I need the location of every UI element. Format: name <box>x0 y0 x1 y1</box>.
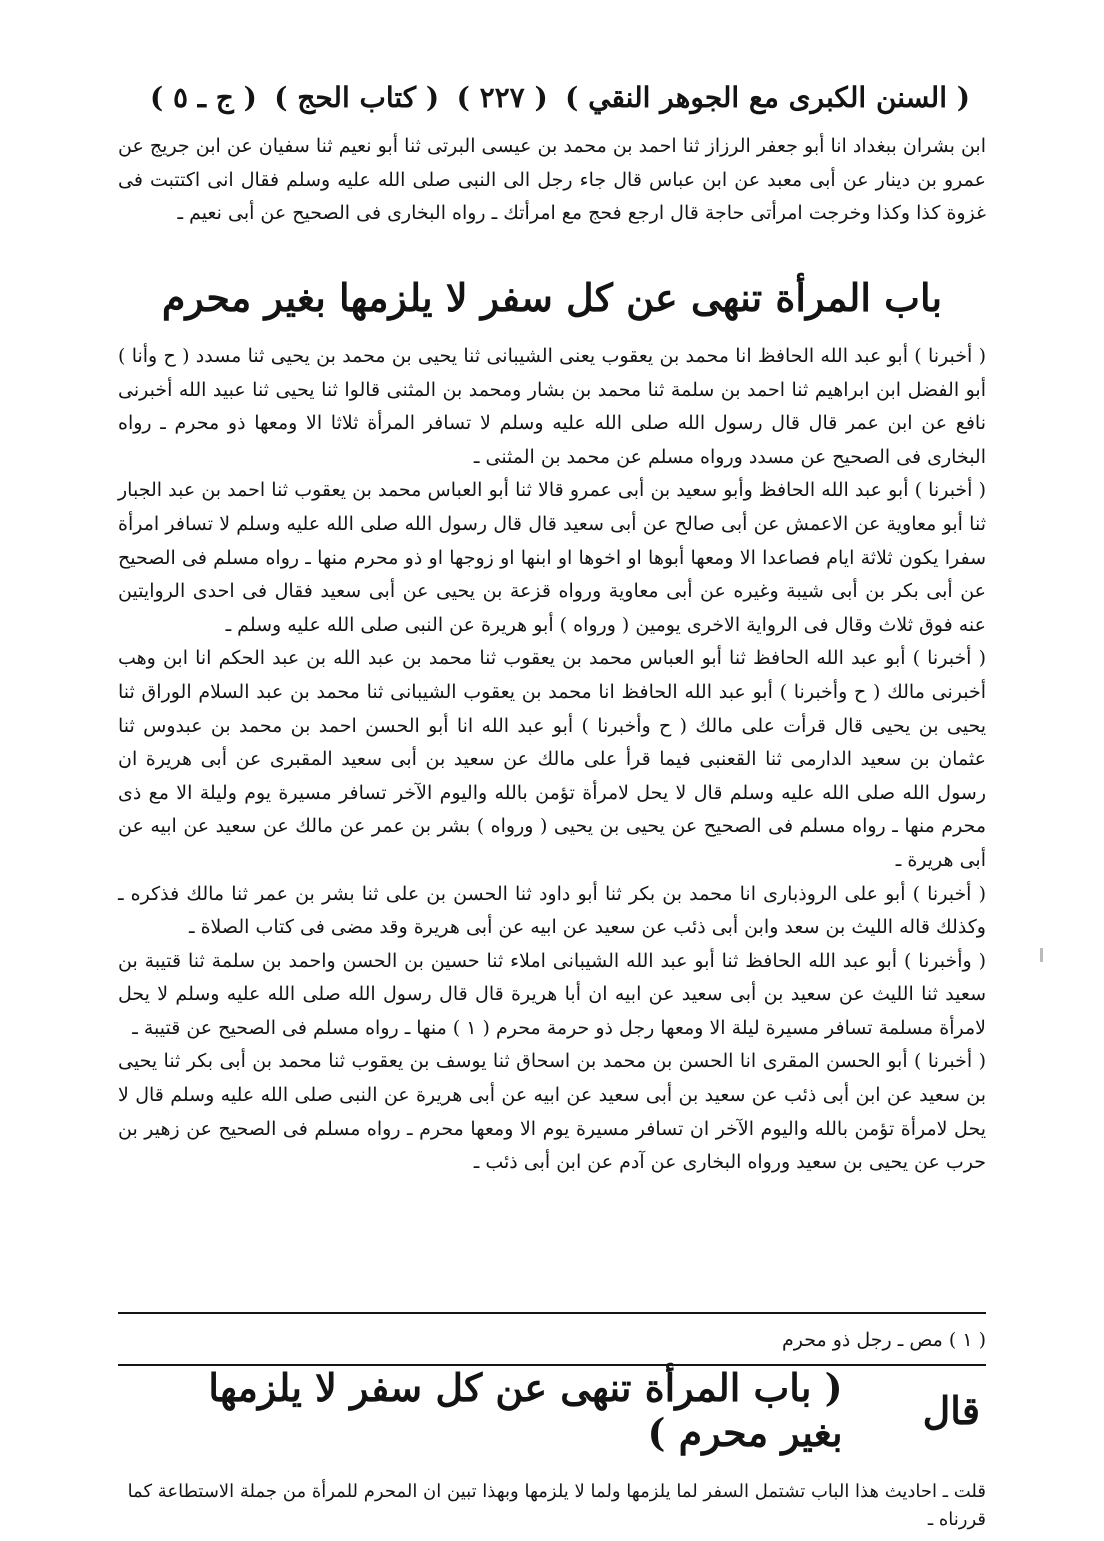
hadith-paragraph: ( وأخبرنا ) أبو عبد الله الحافظ ثنا أبو عبد الله الشيبانى املاء ثنا حسين بن الحسن واحمد بن سلمة ثنا قتيبة بن سعيد ثنا الليث عن سعيد بن أبى سعيد عن ابيه ان أبا هريرة قال قال رسول الله صلى الله عليه وسلم لا يحل لامرأة مسلمة تسافر مسيرة ليلة الا ومعها رجل ذو حرمة محرم ( ١ ) منها ـ رواه مسلم فى الصحيح عن قتيبة ـ <box>118 949 986 1039</box>
intro-paragraph: ابن بشران ببغداد انا أبو جعفر الرزاز ثنا احمد بن محمد بن عيسى البرتى ثنا أبو نعيم ثنا سفيان عن ابن جريج عن عمرو بن دينار عن أبى معبد عن ابن عباس قال جاء رجل الى النبى صلى الله عليه وسلم فقال انى اكتتبت فى غزوة كذا وكذا وخرجت امرأتى حاجة قال ارجع فحج مع امرأتك ـ رواه البخارى فى الصحيح عن أبى نعيم ـ <box>118 135 986 225</box>
commentary-heading <box>200 1365 980 1455</box>
commentary-text: قلت ـ احاديث هذا الباب تشتمل السفر لما يلزمها ولما لا يلزمها وبهذا تبين ان المحرم للمرأة من جملة الاستطاعة كما قررناه ـ <box>127 1481 986 1530</box>
commentary-title: ( باب المرأة تنهى عن كل سفر لا يلزمها بغير محرم ) <box>208 1365 843 1455</box>
hadith-paragraph: ( أخبرنا ) أبو عبد الله الحافظ وأبو سعيد بن أبى عمرو قالا ثنا أبو العباس محمد بن يعقوب ثنا احمد بن عبد الجبار ثنا أبو معاوية عن الاعمش عن أبى صالح عن أبى سعيد قال قال رسول الله صلى الله عليه وسلم لا تسافر امرأة سفرا يكون ثلاثة ايام فصاعدا الا ومعها أبوها او اخوها او ابنها او زوجها او ذو محرم منها ـ رواه مسلم فى الصحيح عن أبى بكر بن أبى شيبة وغيره عن أبى معاوية ورواه قزعة بن يحيى عن أبى سعيد فقال فى احدى الروايتين عنه فوق ثلاث وقال فى الرواية الاخرى يومين ( ورواه ) أبو هريرة عن النبى صلى الله عليه وسلم ـ <box>118 479 986 636</box>
book-title: ( السنن الكبرى مع الجوهر النقي ) <box>565 80 970 114</box>
section-title: باب المرأة تنهى عن كل سفر لا يلزمها بغير محرم <box>161 275 943 320</box>
chapter-name: ( كتاب الحج ) <box>274 80 440 114</box>
footnote: ( ١ ) مص ـ رجل ذو محرم <box>782 1329 986 1351</box>
footnote-divider <box>118 1312 986 1314</box>
hadith-paragraph: ( أخبرنا ) أبو الحسن المقرى انا الحسن بن محمد بن اسحاق ثنا يوسف بن يعقوب ثنا محمد بن أبى بكر ثنا يحيى بن سعيد عن ابن أبى ذئب عن سعيد بن أبى سعيد عن ابيه عن أبى هريرة عن النبى صلى الله عليه وسلم قال لا يحل لامرأة تؤمن بالله واليوم الآخر ان تسافر مسيرة يوم الا ومعها محرم ـ رواه مسلم فى الصحيح عن زهير بن حرب عن يحيى بن سعيد ورواه البخارى عن آدم عن ابن أبى ذئب ـ <box>118 1050 986 1174</box>
commentary-label: قال <box>922 1387 980 1433</box>
volume-number: ( ج ـ ٥ ) <box>150 80 257 114</box>
hadith-paragraph: ( أخبرنا ) أبو عبد الله الحافظ انا محمد بن يعقوب يعنى الشيبانى ثنا يحيى بن محمد بن يحيى ثنا مسدد ( ح وأنا ) أبو الفضل ابن ابراهيم ثنا احمد بن سلمة ثنا محمد بن بشار ومحمد بن المثنى قالوا ثنا يحيى ثنا عبيد الله أخبرنى نافع عن ابن عمر قال قال رسول الله صلى الله عليه وسلم لا تسافر المرأة ثلاثا الا ومعها ذو محرم ـ رواه البخارى فى الصحيح عن مسدد ورواه مسلم عن محمد بن المثنى ـ <box>118 345 986 468</box>
page-number: ( ٢٢٧ ) <box>456 80 548 114</box>
hadith-paragraph: ( أخبرنا ) أبو على الروذبارى انا محمد بن بكر ثنا أبو داود ثنا الحسن بن على ثنا بشر بن عمر ثنا مالك فذكره ـ وكذلك قاله الليث بن سعد وابن أبى ذئب عن سعيد عن ابيه عن أبى هريرة وقد مضى فى كتاب الصلاة ـ <box>118 882 986 939</box>
scan-speck <box>1040 948 1043 962</box>
hadith-paragraph: ( أخبرنا ) أبو عبد الله الحافظ ثنا أبو العباس محمد بن يعقوب ثنا محمد بن عبد الله بن عبد الحكم انا ابن وهب أخبرنى مالك ( ح وأخبرنا ) أبو عبد الله الحافظ انا محمد بن يعقوب الشيبانى ثنا محمد بن عبد السلام الوراق ثنا يحيى بن يحيى قال قرأت على مالك ( ح وأخبرنا ) أبو عبد الله انا أبو الحسن احمد بن محمد بن عبدوس ثنا عثمان بن سعيد الدارمى ثنا القعنبى فيما قرأ على مالك عن سعيد بن أبى سعيد المقبرى عن أبى هريرة ان رسول الله صلى الله عليه وسلم قال لا يحل لامرأة تؤمن بالله واليوم الآخر تسافر مسيرة يوم وليلة الا مع ذى محرم منها ـ رواه مسلم فى الصحيح عن يحيى بن يحيى ( ورواه ) بشر بن عمر عن مالك عن سعيد عن ابيه عن أبى هريرة ـ <box>118 647 986 871</box>
hadith-body <box>118 340 986 1180</box>
running-header <box>150 72 970 122</box>
